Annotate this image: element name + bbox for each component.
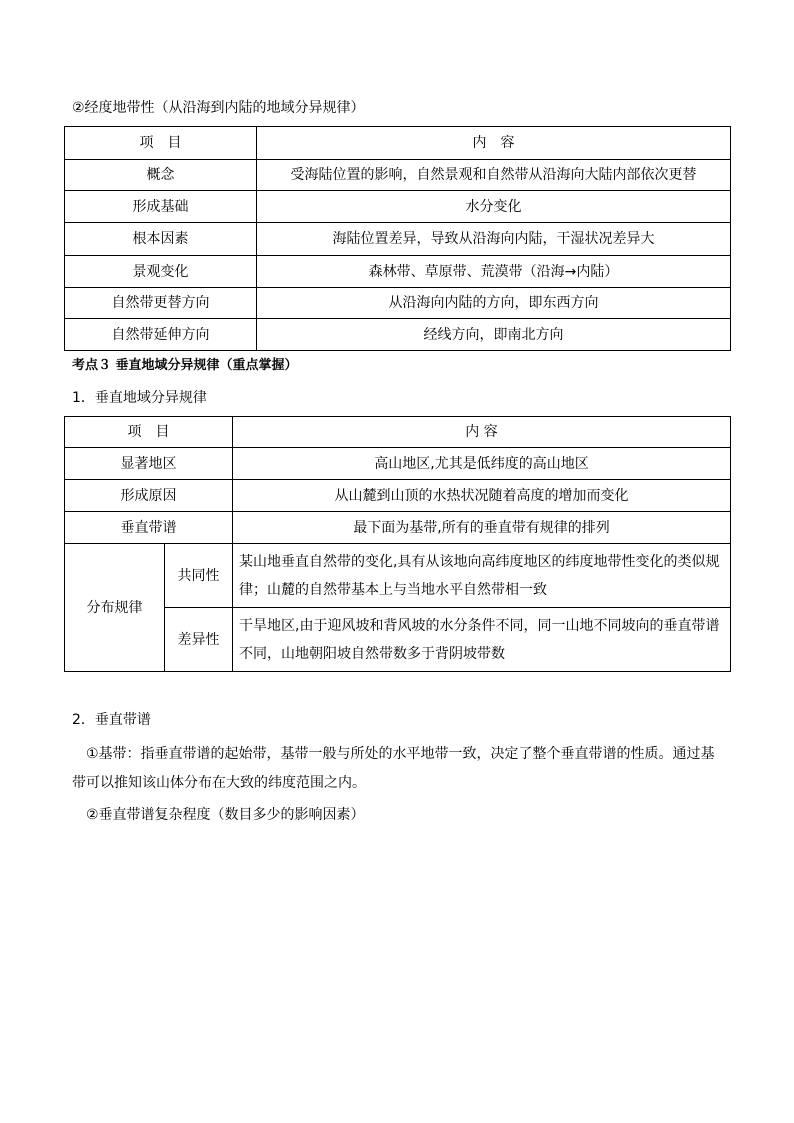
table-row (65, 288, 731, 319)
diff-text: 干旱地区,由于迎风坡和背风坡的水分条件不同，同一山地不同坡向的垂直带谱不同，山地朝阳坡自然带数多于背阴坡带数 (233, 608, 731, 672)
row-content: 最下面为基带,所有的垂直带有规律的排列 (233, 512, 731, 544)
longitude-zonality-table (64, 126, 731, 351)
row-label: 自然带延伸方向 (65, 319, 257, 351)
table-header-row (65, 127, 731, 160)
table-row (65, 480, 731, 512)
row-label: 根本因素 (65, 223, 257, 256)
row-content: 海陆位置差异，导致从沿海向内陆，干湿状况差异大 (257, 223, 731, 256)
row-label: 概念 (65, 160, 257, 191)
table-row (65, 319, 731, 351)
column-header: 内 容 (233, 417, 731, 448)
column-header: 项 目 (65, 417, 233, 448)
row-content: 水分变化 (257, 191, 731, 223)
sub-heading-2: 2．垂直带谱 (72, 712, 151, 728)
vertical-zonality-table (64, 416, 731, 672)
sub-heading-1: 1．垂直地域分异规律 (72, 390, 207, 406)
column-header: 项 目 (65, 127, 257, 160)
common-label: 共同性 (165, 544, 233, 608)
kaodian-heading: 考点３ 垂直地域分异规律（重点掌握） (72, 358, 298, 373)
table-row (65, 448, 731, 480)
table-header-row (65, 417, 731, 448)
row-label: 自然带更替方向 (65, 288, 257, 319)
row-content: 森林带、草原带、荒漠带（沿海→内陆） (257, 256, 731, 288)
row-content: 受海陆位置的影响，自然景观和自然带从沿海向大陆内部依次更替 (257, 160, 731, 191)
section-heading: ②经度地带性（从沿海到内陆的地域分异规律） (72, 100, 365, 116)
table-row (65, 223, 731, 256)
row-label: 显著地区 (65, 448, 233, 480)
row-label: 形成原因 (65, 480, 233, 512)
table-row (65, 608, 731, 672)
distribution-label: 分布规律 (65, 544, 165, 672)
column-header: 内 容 (257, 127, 731, 160)
row-label: 景观变化 (65, 256, 257, 288)
diff-label: 差异性 (165, 608, 233, 672)
common-text: 某山地垂直自然带的变化,具有从该地向高纬度地区的纬度地带性变化的类似规律；山麓的自然带基本上与当地水平自然带相一致 (233, 544, 731, 608)
table-row (65, 544, 731, 608)
row-content: 从沿海向内陆的方向，即东西方向 (257, 288, 731, 319)
row-label: 形成基础 (65, 191, 257, 223)
table-row (65, 512, 731, 544)
row-content: 高山地区,尤其是低纬度的高山地区 (233, 448, 731, 480)
table-row (65, 160, 731, 191)
row-label: 垂直带谱 (65, 512, 233, 544)
row-content: 从山麓到山顶的水热状况随着高度的增加而变化 (233, 480, 731, 512)
table-row (65, 256, 731, 288)
paragraph-complexity: ②垂直带谱复杂程度（数目多少的影响因素） (86, 807, 365, 823)
paragraph-base-belt: ①基带：指垂直带谱的起始带，基带一般与所处的水平地带一致，决定了整个垂直带谱的性质。通过基带可以推知该山体分布在大致的纬度范围之内。 (72, 746, 715, 791)
row-content: 经线方向，即南北方向 (257, 319, 731, 351)
table-row (65, 191, 731, 223)
